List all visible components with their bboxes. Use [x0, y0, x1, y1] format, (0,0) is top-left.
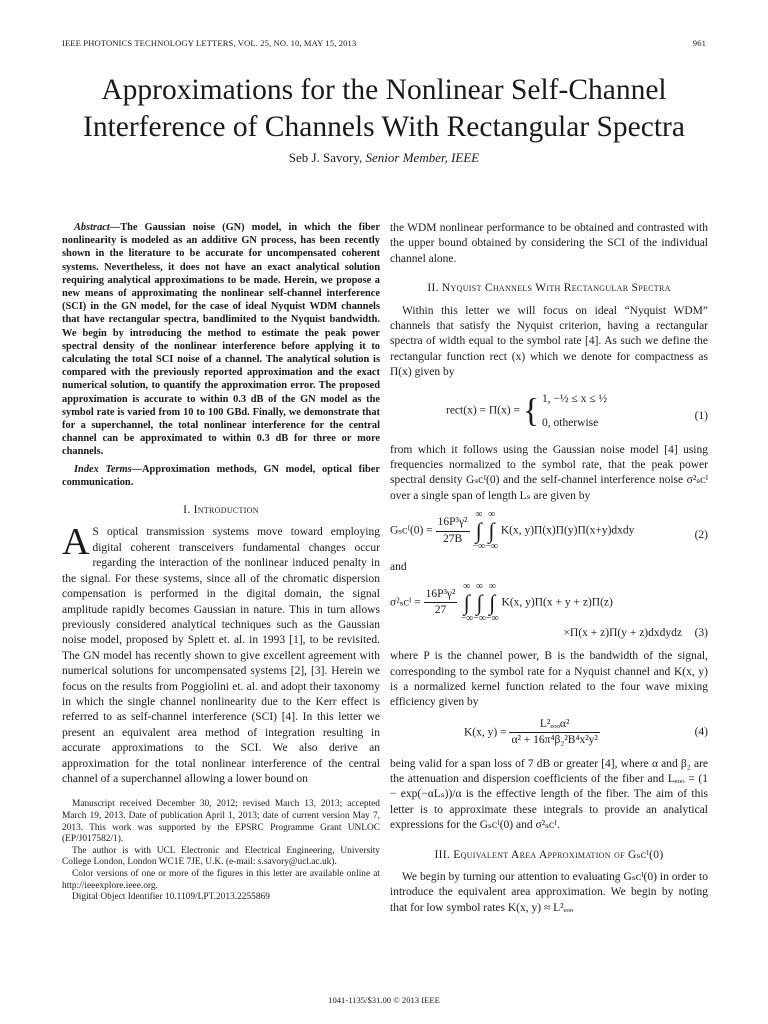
- section-heading-introduction: I. Introduction: [183, 504, 259, 517]
- intro-text: S optical transmission systems move toward employing digital coherent transceivers fundamental changes occur regarding the interaction of the nonlinear induced penalty in the signal. For these systems, since all of the chromatic dispersion compensation is performed in the digital domain, the signal amplitude rapidly becomes Gaussian in nature. This in turn allows previously considered analytical techniques such as the Gaussian noise model, proposed by Splett et. al. in 1993 [1], to be revisited. The GN model has recently shown to give excellent agreement with numerical solutions for uncompensated systems [2], [3]. Herein we focus on the results from Poggiolini et. al. and adopt their taxonomy in which the single channel nonlinearity due to the Kerr effect is referred to as self-channel interference (SCI) [4]. In this letter we present an equivalent area method of integration resulting in accurate approximations to the SCI. We also derive an approximation for the total nonlinear interference of the central channel of a superchannel allowing a lower bound on: [62, 526, 380, 785]
- integral-lower-limit: −∞: [485, 541, 498, 553]
- eq3-integral-1: [460, 582, 473, 624]
- footnote-color: Color versions of one or more of the figures in this letter are available online at http://ieeexplore.ieee.org.: [62, 868, 380, 891]
- equation-3: [390, 582, 708, 641]
- integral-lower-limit: −∞: [472, 541, 486, 553]
- journal-name: IEEE PHOTONICS TECHNOLOGY LETTERS, VOL. 25, NO. 10, MAY 15, 2013: [62, 38, 357, 48]
- footnote-doi: Digital Object Identifier 10.1109/LPT.2013.2255869: [72, 892, 270, 903]
- integral-sign: ∫: [489, 589, 496, 615]
- eq4-denominator: α² + 16π⁴β₂²B⁴x²y²: [511, 734, 598, 747]
- eq1-lhs: rect(x) = Π(x) =: [446, 404, 520, 417]
- abstract-text: The Gaussian noise (GN) model, in which the fiber nonlinearity is modeled as an additive GN process, has been recently shown in the literature to be accurate for uncompensated coherent systems. Nevertheless, it does not have an exact analytical solution requiring analytical approximations to be made. Herein, we propose a new means of approximating the nonlinear self-channel interference (SCI) in the GN model, for the case of ideal Nyquist WDM channels that have rectangular spectra, bandlimited to the Nyquist bandwidth. We begin by introducing the method to estimate the peak power spectral density of the nonlinear interference before applying it to calculating the total SCI noise of a channel. The analytical solution is compared with the previously reported approximation and the exact numerical solution, to quantify the approximation error. The proposed approximation is accurate to within 0.3 dB of the GN model as the symbol rate is varied from 10 to 100 GBd. Finally, we demonstrate that for a superchannel, the total nonlinear interference for the central channel can be approximated to within 0.3 dB for three or more channels.: [62, 222, 380, 458]
- eq3-fraction: [424, 587, 458, 619]
- eq1-cases: [542, 387, 607, 435]
- integral-upper-limit: ∞: [488, 580, 496, 592]
- integral-sign: ∫: [475, 518, 482, 544]
- eq3-line-2: ×Π(x + z)Π(y + z)dxdydz: [563, 626, 682, 639]
- index-terms-text: Approximation methods, GN model, optical fiber communication.: [62, 463, 380, 488]
- eq1-case-2: 0, otherwise: [542, 416, 599, 429]
- index-terms: [62, 463, 380, 489]
- section-heading-nyquist: II. Nyquist Channels With Rectangular Spectra: [427, 282, 671, 295]
- eq2-integral-2: [485, 510, 498, 552]
- footnote-manuscript: Manuscript received December 30, 2012; revised March 13, 2013; accepted March 19, 2013. Date of publication April 1, 2013; date of current version May 7, 2013. This work was supported by the EPSRC Programme Grant UNLOC (EP/J017582/1).: [62, 799, 380, 845]
- integral-lower-limit: −∞: [473, 612, 486, 624]
- page-footer: 1041-1135/$31.00 © 2013 IEEE: [328, 995, 440, 1005]
- eq3-denominator: 27: [434, 604, 447, 617]
- integral-upper-limit: ∞: [475, 580, 484, 592]
- eq2-number: (2): [694, 529, 708, 542]
- eq2-integral-1: [472, 510, 485, 552]
- eq1-case-1: 1, −½ ≤ x ≤ ½: [542, 392, 608, 405]
- equation-1: [390, 387, 708, 435]
- integral-upper-limit: ∞: [487, 509, 496, 521]
- eq2-numerator: 16P³γ²: [436, 515, 470, 531]
- intro-paragraph: [62, 521, 380, 787]
- eq4-lhs: K(x, y) =: [464, 726, 507, 739]
- nyquist-paragraph: Within this letter we will focus on ideal “Nyquist WDM” channels that satisfy the Nyquist criterion, having a rectangular spectra of width equal to the symbol rate [4]. As such we define the rectangular function rect (x) which we denote for compactness as Π(x) given by: [390, 304, 708, 379]
- author-name: Seb J. Savory,: [288, 150, 363, 165]
- eq3-integral-2: [473, 582, 486, 624]
- eq2-integrand: K(x, y)Π(x)Π(y)Π(x+y)dxdy: [500, 524, 635, 537]
- author-affiliation: Senior Member, IEEE: [365, 150, 480, 165]
- integral-sign: ∫: [476, 589, 483, 615]
- running-header: [62, 38, 706, 48]
- after-eq1-paragraph: from which it follows using the Gaussian noise model [4] using frequencies normalized to the symbol rate, that the peak power spectral density Gₛᴄᴵ(0) and the self-channel interference noise σ²ₛᴄᴵ over a single span of length Lₛ are given by: [390, 443, 708, 502]
- integral-upper-limit: ∞: [475, 509, 483, 521]
- page-number: 961: [692, 38, 706, 48]
- eq4-numerator: L²ₑₒₒα²: [509, 717, 599, 733]
- after-eq3-paragraph: where P is the channel power, B is the bandwidth of the signal, corresponding to the symbol rate for a Nyquist channel and K(x, y) is a normalized kernel function related to the four wave mixing efficiency given by: [390, 650, 708, 709]
- eq3-integrand: K(x, y)Π(x + y + z)Π(z): [501, 596, 613, 609]
- integral-upper-limit: ∞: [463, 580, 471, 592]
- equation-2: [390, 510, 708, 552]
- section-heading-equivalent-area: III. Equivalent Area Approximation of Gₛᴄᴵ(0): [434, 848, 664, 861]
- integral-lower-limit: −∞: [460, 612, 474, 624]
- equivalent-area-paragraph: We begin by turning our attention to evaluating Gₛᴄᴵ(0) in order to introduce the equivalent area approximation. We begin by noting that for low symbol rates K(x, y) ≈ L²ₑₒₒ: [390, 870, 708, 914]
- eq1-brace: {: [522, 391, 540, 429]
- and-text: and: [390, 561, 407, 574]
- eq3-number: (3): [694, 626, 708, 639]
- left-column: [62, 221, 380, 904]
- abstract: [62, 221, 380, 459]
- eq2-fraction: [436, 515, 470, 547]
- eq4-number: (4): [694, 725, 708, 738]
- eq3-numerator: 16P³γ²: [424, 587, 458, 603]
- index-terms-lead: Index Terms—: [74, 463, 143, 475]
- integral-lower-limit: −∞: [485, 612, 499, 624]
- author-line: [0, 150, 768, 166]
- eq2-denominator: 27B: [442, 532, 463, 545]
- drop-cap: A: [62, 521, 90, 564]
- right-column: [390, 221, 708, 916]
- footnotes: [62, 799, 380, 903]
- equation-4: [390, 717, 708, 749]
- eq1-number: (1): [694, 409, 708, 422]
- footnote-author: The author is with UCL Electronic and Electrical Engineering, University College London, London WC1E 7JE, U.K. (e-mail: s.savory@ucl.ac.uk).: [62, 845, 380, 868]
- continuation-paragraph: the WDM nonlinear performance to be obtained and contrasted with the upper bound obtained by considering the SCI of the individual channel alone.: [390, 222, 708, 265]
- eq2-lhs: Gₛᴄᴵ(0) =: [390, 524, 433, 537]
- eq3-integral-3: [486, 582, 499, 624]
- after-eq4-paragraph: being valid for a span loss of 7 dB or greater [4], where α and β₂ are the attenuation and dispersion coefficients of the fiber and Lₑₒₒ = (1 − exp(−αLₛ))/α is the effective length of the fiber. The aim of this letter is to approximate these integrals to provide an analytical expressions for the Gₛᴄᴵ(0) and σ²ₛᴄᴵ.: [390, 757, 708, 832]
- integral-sign: ∫: [488, 518, 495, 544]
- paper-title: Approximations for the Nonlinear Self-Channel Interference of Channels With Rectangular Spectra: [83, 74, 685, 143]
- eq4-fraction: [509, 717, 599, 749]
- integral-sign: ∫: [463, 589, 470, 615]
- abstract-lead: Abstract—: [74, 222, 121, 233]
- eq3-lhs: σ²ₛᴄᴵ =: [390, 596, 421, 609]
